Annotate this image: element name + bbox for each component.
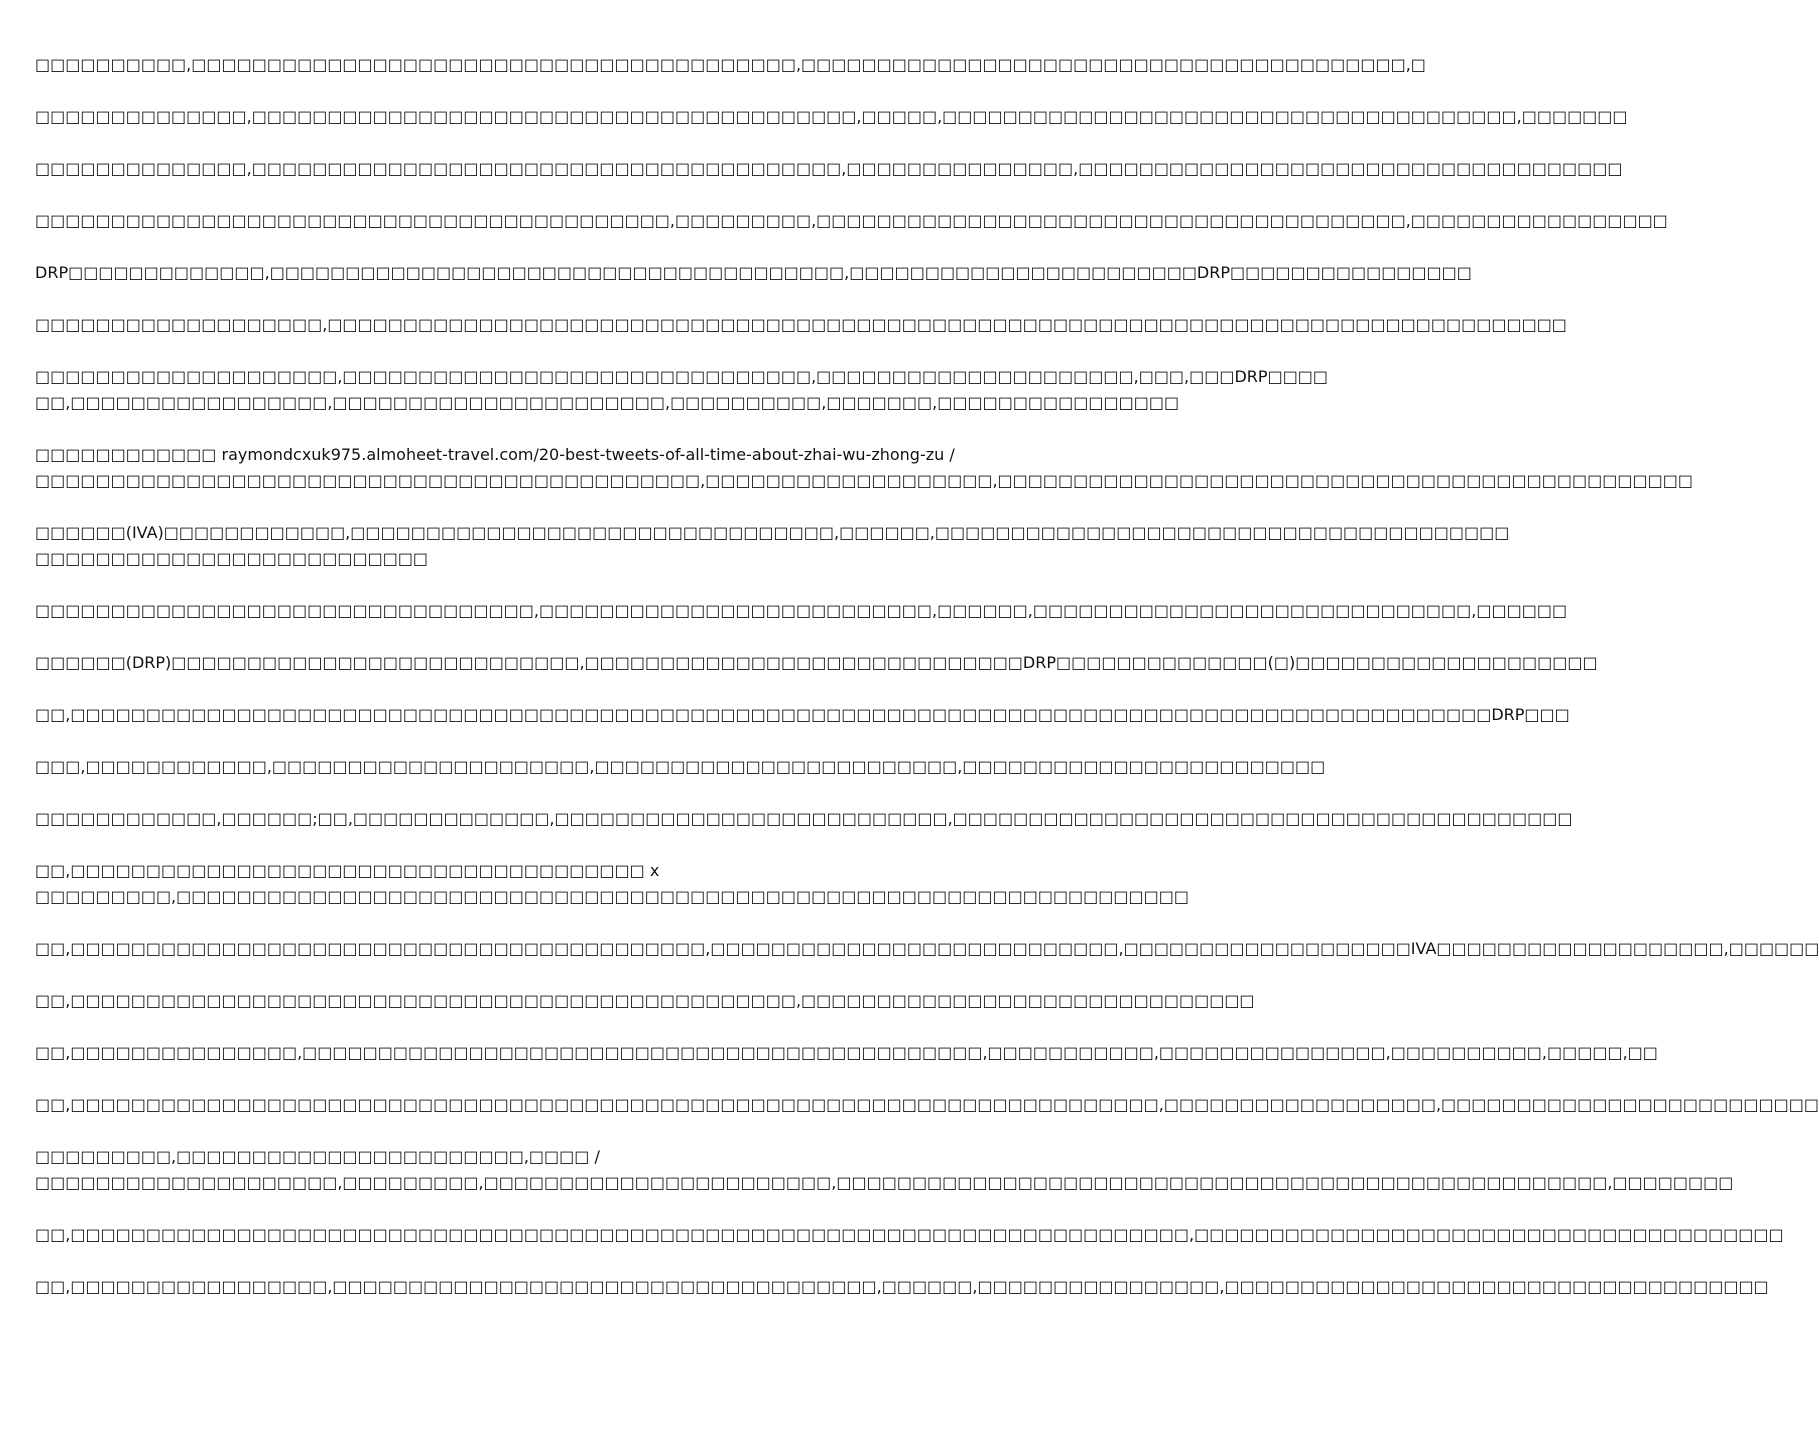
- paragraph: [35, 1144, 1734, 1196]
- paragraph-line: □□□□□□□□□,□□□□□□□□□□□□□□□□□□□□□□□,□□□□ /: [35, 1147, 600, 1166]
- paragraph: [35, 1274, 1769, 1300]
- paragraph: [35, 702, 1570, 728]
- paragraph: [35, 208, 1668, 234]
- paragraph: [35, 1040, 1658, 1066]
- paragraph-line: □□□,□□□□□□□□□□□□,□□□□□□□□□□□□□□□□□□□□□,□□□□□□□□□□□□□□□□□□□□□□□□,□□□□□□□□□□□□□□□□□□□□□□□□: [35, 757, 1326, 776]
- paragraph-line: □□,□□□□□□□□□□□□□□□,□□□□□□□□□□□□□□□□□□□□□□□□□□□□□□□□□□□□□□□□□□□□□,□□□□□□□□□□□,□□□□□□□□□□□□□□□,□□□□□□□□□□,□□□□□,□□: [35, 1043, 1658, 1062]
- paragraph-line: □□,□□□□□□□□□□□□□□□□□□□□□□□□□□□□□□□□□□□□□□ x: [35, 861, 660, 880]
- paragraph: [35, 858, 1189, 910]
- paragraph: [35, 52, 1426, 78]
- paragraph-line: □□□□□□□□□□,□□□□□□□□□□□□□□□□□□□□□□□□□□□□□□□□□□□□□□□□,□□□□□□□□□□□□□□□□□□□□□□□□□□□□□□□□□□□□□□□□,□: [35, 55, 1426, 74]
- paragraph: [35, 1092, 1819, 1118]
- paragraph-line: □□□□□□□□□,□□□□□□□□□□□□□□□□□□□□□□□□□□□□□□□□□□□□□□□□□□□□□□□□□□□□□□□□□□□□□□□□□□□: [35, 887, 1189, 906]
- paragraph-line: □□□□□□□□□□□□□□□□□□□□□□□□□□: [35, 549, 429, 568]
- paragraph: [35, 754, 1326, 780]
- paragraph: [35, 988, 1255, 1014]
- paragraph: [35, 936, 1819, 962]
- paragraph: [35, 806, 1573, 832]
- paragraph-line: □□□□□□□□□□□□□□,□□□□□□□□□□□□□□□□□□□□□□□□□□□□□□□□□□□□□□□,□□□□□□□□□□□□□□□,□□□□□□□□□□□□□□□□□□□□□□□□□□□□□□□□□□□□: [35, 159, 1623, 178]
- paragraph-line: □□□□□□□□□□□□□□□□□□□□□□□□□□□□□□□□□,□□□□□□□□□□□□□□□□□□□□□□□□□□,□□□□□□,□□□□□□□□□□□□□□□□□□□□□□□□□□□□□,□□□□□□: [35, 601, 1568, 620]
- paragraph-line: □□□□□□□□□□□□□□□□□□□□,□□□□□□□□□□□□□□□□□□□□□□□□□□□□□□□,□□□□□□□□□□□□□□□□□□□□□,□□□,□□□DRP□□□□: [35, 367, 1329, 386]
- paragraph-line: □□,□□□□□□□□□□□□□□□□□□□□□□□□□□□□□□□□□□□□□□□□□□□□□□□□,□□□□□□□□□□□□□□□□□□□□□□□□□□□□□□: [35, 991, 1255, 1010]
- paragraph: [35, 364, 1329, 416]
- paragraph-line: □□,□□□□□□□□□□□□□□□□□□□□□□□□□□□□□□□□□□□□□□□□□□□□□□□□□□□□□□□□□□□□□□□□□□□□□□□□□□□□□□□□□□□□□□□□□□□□□□DRP□□□: [35, 705, 1570, 724]
- paragraph: [35, 312, 1567, 338]
- paragraph-line: □□□□□□□□□□□□□□□□□□□□,□□□□□□□□□,□□□□□□□□□□□□□□□□□□□□□□□,□□□□□□□□□□□□□□□□□□□□□□□□□□□□□□□□□□□□□□□□□□□□□□□□□□□,□□□□□□□□: [35, 1173, 1734, 1192]
- paragraph-line: □□,□□□□□□□□□□□□□□□□□□□□□□□□□□□□□□□□□□□□□□□□□□□□□□□□□□□□□□□□□□□□□□□□□□□□□□□□□□,□□□□□□□□□□□□□□□□□□□□□□□□□□□□□□□□□□□□□□□: [35, 1225, 1784, 1244]
- paragraph: [35, 650, 1598, 676]
- paragraph-line: □□□□□□□□□□□□□□□□□□□□□□□□□□□□□□□□□□□□□□□□□□,□□□□□□□□□,□□□□□□□□□□□□□□□□□□□□□□□□□□□□□□□□□□□□□□□,□□□□□□□□□□□□□□□□□: [35, 211, 1668, 230]
- paragraph-line: □□□□□□□□□□□□□□,□□□□□□□□□□□□□□□□□□□□□□□□□□□□□□□□□□□□□□□□,□□□□□,□□□□□□□□□□□□□□□□□□□□□□□□□□□□□□□□□□□□□□,□□□□□□□: [35, 107, 1628, 126]
- paragraph-line: □□□□□□(DRP)□□□□□□□□□□□□□□□□□□□□□□□□□□□,□□□□□□□□□□□□□□□□□□□□□□□□□□□□□DRP□□□□□□□□□□□□□□(□)□□□□□□□□□□□□□□□□□□□□: [35, 653, 1598, 672]
- paragraph-line: □□,□□□□□□□□□□□□□□□□□,□□□□□□□□□□□□□□□□□□□□□□□□□□□□□□□□□□□□,□□□□□□,□□□□□□□□□□□□□□□□,□□□□□□□□□□□□□□□□□□□□□□□□□□□□□□□□□□□□: [35, 1277, 1769, 1296]
- document-body: [35, 52, 1819, 1326]
- paragraph-line: □□□□□□(IVA)□□□□□□□□□□□□,□□□□□□□□□□□□□□□□□□□□□□□□□□□□□□□□,□□□□□□,□□□□□□□□□□□□□□□□□□□□□□□□□□□□□□□□□□□□□□: [35, 523, 1510, 542]
- paragraph: [35, 260, 1472, 286]
- paragraph: [35, 520, 1510, 572]
- paragraph-line: □□,□□□□□□□□□□□□□□□□□□□□□□□□□□□□□□□□□□□□□□□□□□,□□□□□□□□□□□□□□□□□□□□□□□□□□□,□□□□□□□□□□□□□□□□□□□IVA□□□□□□□□□□□□□□□□□□□,□□□□□□: [35, 939, 1819, 958]
- paragraph: [35, 598, 1568, 624]
- paragraph: [35, 442, 1693, 494]
- paragraph-line: □□,□□□□□□□□□□□□□□□□□□□□□□□□□□□□□□□□□□□□□□□□□□□□□□□□□□□□□□□□□□□□□□□□□□□□□□□□,□□□□□□□□□□□□□□□□□□,□□□□□□□□□□□□□□□□□□□□□□□□□: [35, 1095, 1819, 1114]
- paragraph-line: □□□□□□□□□□□□□□□□□□□,□□□□□□□□□□□□□□□□□□□□□□□□□□□□□□□□□□□□□□□□□□□□□□□□□□□□□□□□□□□□□□□□□□□□□□□□□□□□□□□□□□: [35, 315, 1567, 334]
- paragraph: [35, 1222, 1784, 1248]
- paragraph-line: □□□□□□□□□□□□□□□□□□□□□□□□□□□□□□□□□□□□□□□□□□□□,□□□□□□□□□□□□□□□□□□□,□□□□□□□□□□□□□□□□□□□□□□□□□□□□□□□□□□□□□□□□□□□□□□: [35, 471, 1693, 490]
- paragraph: [35, 156, 1623, 182]
- paragraph-line: DRP□□□□□□□□□□□□□,□□□□□□□□□□□□□□□□□□□□□□□□□□□□□□□□□□□□□□,□□□□□□□□□□□□□□□□□□□□□□□DRP□□□□□□□□□□□□□□□□: [35, 263, 1472, 282]
- paragraph-line: □□,□□□□□□□□□□□□□□□□□,□□□□□□□□□□□□□□□□□□□□□□,□□□□□□□□□□,□□□□□□□,□□□□□□□□□□□□□□□□: [35, 393, 1180, 412]
- paragraph-line: □□□□□□□□□□□□,□□□□□□;□□,□□□□□□□□□□□□□,□□□□□□□□□□□□□□□□□□□□□□□□□□,□□□□□□□□□□□□□□□□□□□□□□□□□□□□□□□□□□□□□□□□□: [35, 809, 1573, 828]
- paragraph: [35, 104, 1628, 130]
- paragraph-line: □□□□□□□□□□□□ raymondcxuk975.almoheet-travel.com/20-best-tweets-of-all-time-about-zhai-wu-zhong-zu /: [35, 445, 955, 464]
